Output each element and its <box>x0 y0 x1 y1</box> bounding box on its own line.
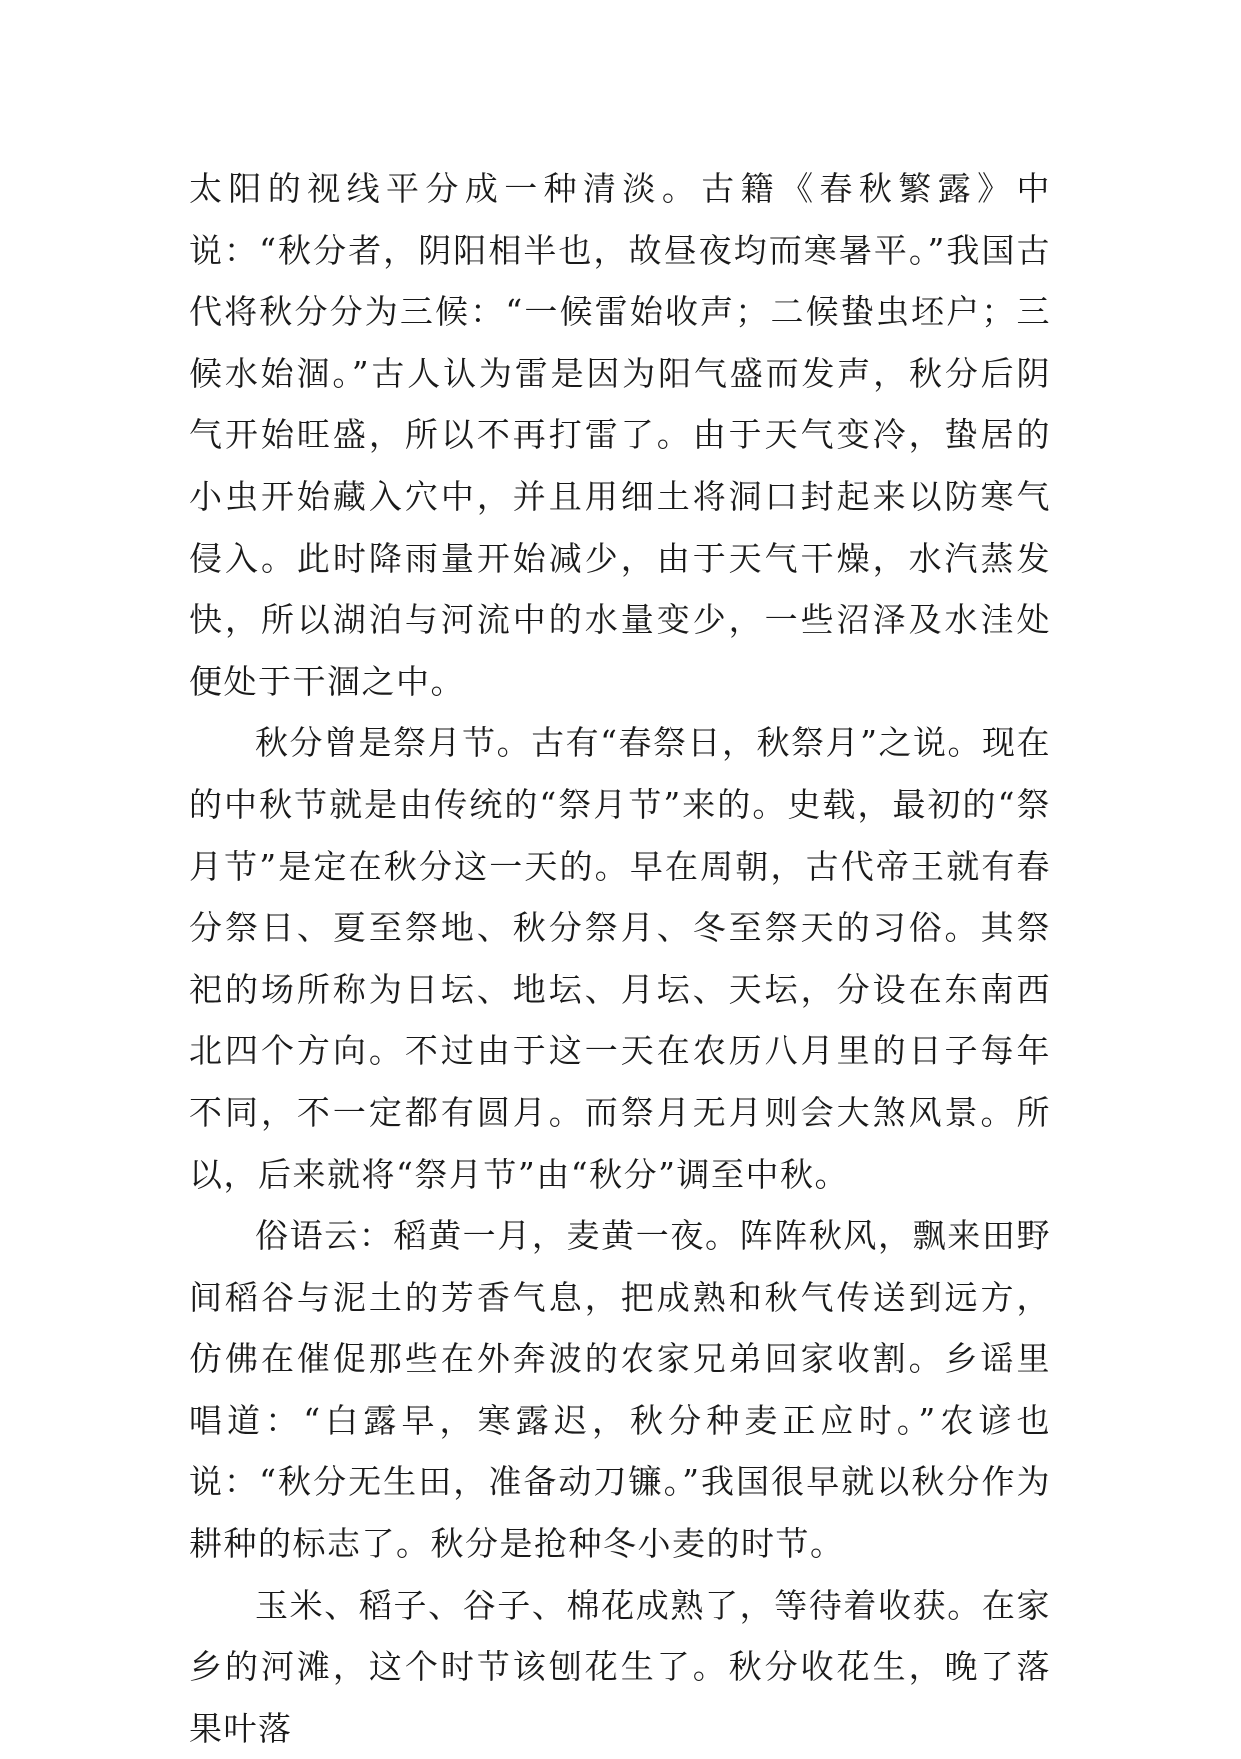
document-body <box>189 158 1051 1759</box>
paragraph-4: 玉米、稻子、谷子、棉花成熟了，等待着收获。在家乡的河滩，这个时节该刨花生了。秋分收花生，晚了落果叶落 <box>189 1585 1051 1748</box>
paragraph-2: 秋分曾是祭月节。古有“春祭日，秋祭月”之说。现在的中秋节就是由传统的“祭月节”来的。史载，最初的“祭月节”是定在秋分这一天的。早在周朝，古代帝王就有春分祭日、夏至祭地、秋分祭月、冬至祭天的习俗。其祭祀的场所称为日坛、地坛、月坛、天坛，分设在东南西北四个方向。不过由于这一天在农历八月里的日子每年不同，不一定都有圆月。而祭月无月则会大煞风景。所以，后来就将“祭月节”由“秋分”调至中秋。 <box>189 723 1051 1194</box>
paragraph-1: 太阳的视线平分成一种清淡。古籍《春秋繁露》中说：“秋分者，阴阳相半也，故昼夜均而寒暑平。”我国古代将秋分分为三候：“一候雷始收声；二候蛰虫坯户；三候水始涸。”古人认为雷是因为阳气盛而发声，秋分后阴气开始旺盛，所以不再打雷了。由于天气变冷，蛰居的小虫开始藏入穴中，并且用细土将洞口封起来以防寒气侵入。此时降雨量开始减少，由于天气干燥，水汽蒸发快，所以湖泊与河流中的水量变少，一些沼泽及水洼处便处于干涸之中。 <box>189 169 1051 701</box>
paragraph-3: 俗语云：稻黄一月，麦黄一夜。阵阵秋风，飘来田野间稻谷与泥土的芳香气息，把成熟和秋气传送到远方，仿佛在催促那些在外奔波的农家兄弟回家收割。乡谣里唱道：“白露早，寒露迟，秋分种麦正应时。”农谚也说：“秋分无生田，准备动刀镰。”我国很早就以秋分作为耕种的标志了。秋分是抢种冬小麦的时节。 <box>189 1216 1051 1564</box>
